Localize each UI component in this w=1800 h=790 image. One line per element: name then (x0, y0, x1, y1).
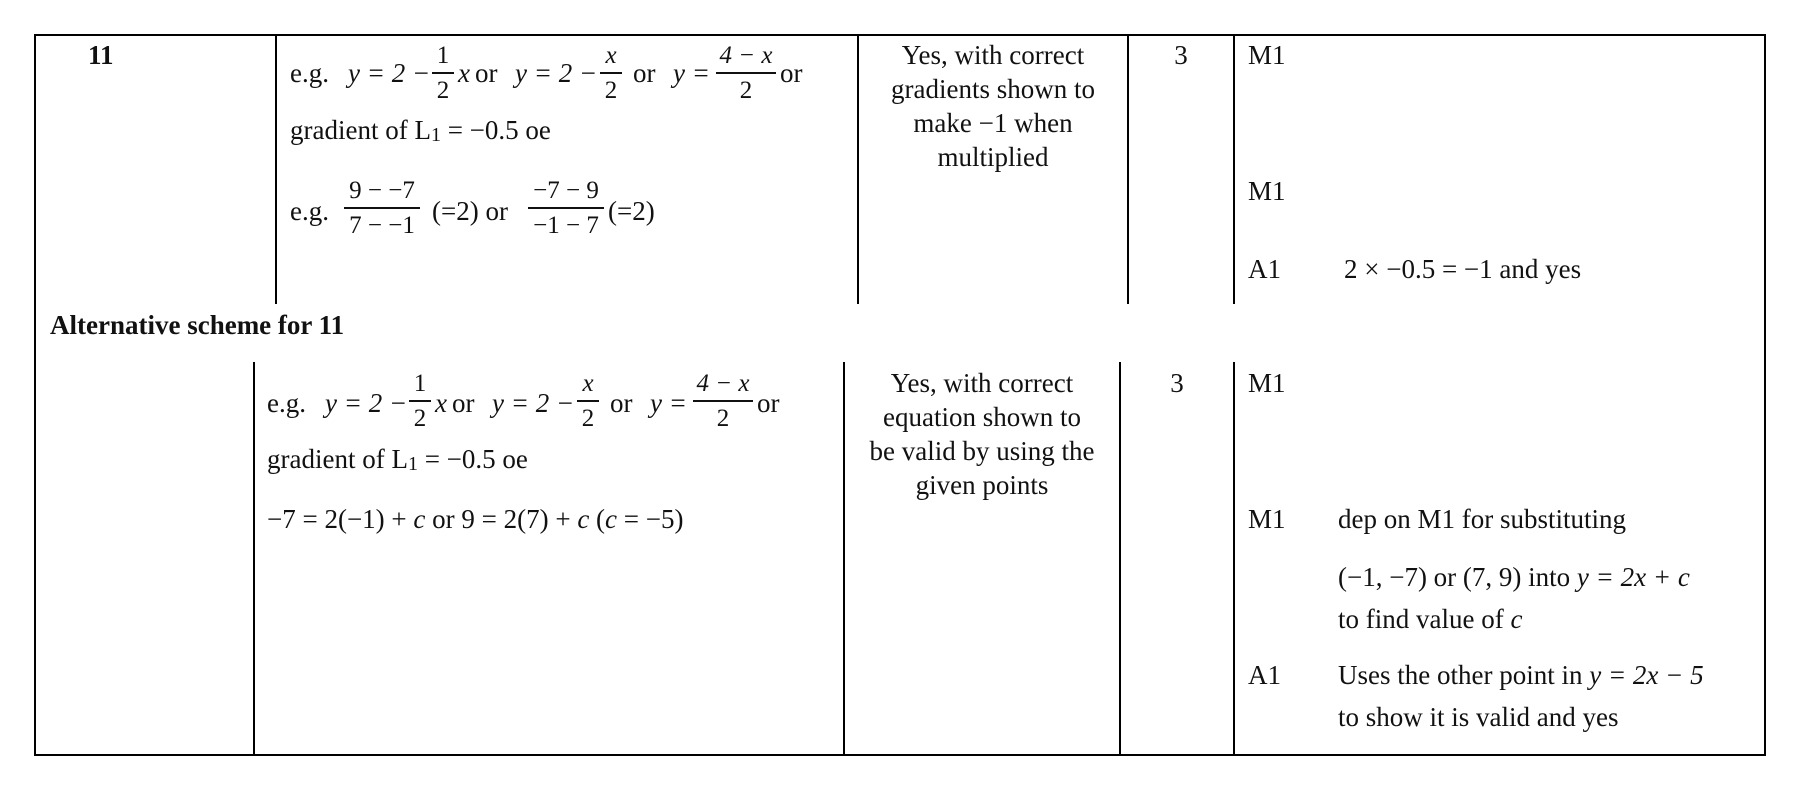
bottom-divider-3 (1119, 362, 1121, 754)
top-eg-label-2: e.g. (290, 196, 329, 226)
top-eq1-den: 2 (436, 76, 450, 104)
top-eq2-fraction (600, 43, 622, 103)
sub-c-2: c (577, 504, 590, 534)
bottom-eq2-num: x (582, 370, 594, 397)
top-code-a1: A1 (1248, 254, 1281, 284)
top-eq1-prefix: y = 2 − (348, 58, 431, 88)
sub-part-2: or 9 = 2(7) + (425, 504, 578, 534)
bottom-code-m1-2: M1 (1248, 504, 1286, 534)
bottom-answer-line-2: equation shown to (883, 402, 1081, 432)
bottom-code-m1: M1 (1248, 368, 1286, 398)
bottom-answer-line-1: Yes, with correct (890, 368, 1074, 398)
bottom-note-m1-line-3 (1338, 606, 1522, 633)
bottom-eq2-den: 2 (581, 404, 595, 432)
top-gradient-sub: 1 (430, 124, 441, 146)
top-line3-num-1: 9 − −7 (349, 177, 415, 204)
bottom-eq3-fraction (693, 371, 753, 431)
top-or-3: or (780, 58, 803, 88)
bottom-note-m1-line-2 (1338, 564, 1690, 591)
top-line3-after-1: (=2) or (432, 196, 508, 226)
fraction-bar (600, 72, 622, 74)
sub-part-1: −7 = 2(−1) + (267, 504, 414, 534)
top-or-1: or (475, 58, 498, 88)
top-line3-after-2: (=2) (608, 196, 655, 226)
top-gradient-line (290, 117, 551, 145)
top-answer-line-4: multiplied (937, 142, 1049, 172)
bottom-answer-line-3: be valid by using the (869, 436, 1095, 466)
table-left-border (34, 34, 36, 756)
bottom-eq3-den: 2 (716, 404, 730, 432)
bottom-divider-2 (843, 362, 845, 754)
table-right-border (1764, 34, 1766, 756)
top-divider-4 (1233, 34, 1235, 304)
bottom-gradient-line (267, 446, 528, 474)
bottom-or-3: or (757, 388, 780, 418)
bottom-eq1-den: 2 (413, 404, 427, 432)
top-line3-den-1: 7 − −1 (349, 211, 415, 239)
sub-c-3: c (605, 504, 618, 534)
bottom-substitution-line (267, 506, 683, 533)
bottom-gradient-sub: 1 (407, 453, 418, 475)
table-top-border (34, 34, 1766, 36)
bottom-eg-label: e.g. (267, 388, 306, 418)
bottom-eq1-num: 1 (413, 370, 427, 397)
top-code-m1: M1 (1248, 40, 1286, 70)
top-code-m1-2: M1 (1248, 176, 1286, 206)
top-eq3-fraction (716, 43, 776, 103)
bottom-note-m1-line-1: dep on M1 for substituting (1338, 504, 1626, 534)
fraction-bar (577, 400, 599, 402)
bottom-eq3-num: 4 − x (696, 370, 750, 397)
top-eq3-prefix: y = (673, 58, 710, 88)
top-line3-fraction-2 (528, 178, 604, 238)
top-line3-fraction-1 (344, 178, 420, 238)
top-eq1-var: x (458, 58, 470, 88)
note-m1-equation: y = 2x + c (1576, 562, 1690, 592)
top-eq3-den: 2 (739, 76, 753, 104)
note-m1-find: to find value of (1338, 604, 1511, 634)
top-divider-2 (857, 34, 859, 304)
bottom-gradient-text: gradient of L (267, 444, 408, 474)
note-m1-var: c (1510, 604, 1523, 634)
fraction-bar (432, 72, 454, 74)
top-note-a1: 2 × −0.5 = −1 and yes (1344, 254, 1582, 284)
top-marks: 3 (1174, 40, 1188, 70)
top-answer-line-3: make −1 when (913, 108, 1073, 138)
bottom-eq2-prefix: y = 2 − (492, 388, 575, 418)
sub-c-1: c (413, 504, 426, 534)
fraction-bar (716, 72, 776, 74)
bottom-eq2-fraction (577, 371, 599, 431)
top-or-2: or (633, 58, 656, 88)
top-eq2-prefix: y = 2 − (515, 58, 598, 88)
note-m1-points: (−1, −7) or (7, 9) into (1338, 562, 1577, 592)
note-a1-uses: Uses the other point in (1338, 660, 1590, 690)
note-a1-equation: y = 2x − 5 (1589, 660, 1704, 690)
bottom-eq1-prefix: y = 2 − (325, 388, 408, 418)
top-gradient-text: gradient of L (290, 115, 431, 145)
bottom-or-2: or (610, 388, 633, 418)
bottom-code-a1: A1 (1248, 660, 1281, 690)
top-eq2-num: x (605, 42, 617, 69)
top-eq1-fraction (432, 43, 454, 103)
alt-scheme-heading: Alternative scheme for 11 (50, 310, 345, 340)
top-answer-line-2: gradients shown to (891, 74, 1095, 104)
top-eq3-num: 4 − x (719, 42, 773, 69)
fraction-bar (693, 400, 753, 402)
bottom-marks: 3 (1170, 368, 1184, 398)
fraction-bar (409, 400, 431, 402)
bottom-eq1-fraction (409, 371, 431, 431)
top-eq2-den: 2 (604, 76, 618, 104)
bottom-eq3-prefix: y = (650, 388, 687, 418)
top-line3-num-2: −7 − 9 (533, 177, 599, 204)
question-number: 11 (88, 40, 114, 70)
top-line3-den-2: −1 − 7 (533, 211, 599, 239)
top-gradient-rest: = −0.5 oe (440, 115, 551, 145)
bottom-note-a1-line-2: to show it is valid and yes (1338, 702, 1619, 732)
top-eq1-num: 1 (436, 42, 450, 69)
top-divider-3 (1127, 34, 1129, 304)
table-bottom-border (34, 754, 1766, 756)
bottom-or-1: or (452, 388, 475, 418)
sub-part-3: ( (589, 504, 606, 534)
top-answer-line-1: Yes, with correct (901, 40, 1085, 70)
bottom-eq1-var: x (435, 388, 447, 418)
bottom-note-a1-line-1 (1338, 662, 1704, 689)
bottom-gradient-rest: = −0.5 oe (417, 444, 528, 474)
fraction-bar (344, 207, 420, 209)
fraction-bar (528, 207, 604, 209)
top-divider-1 (275, 34, 277, 304)
bottom-answer-line-4: given points (915, 470, 1049, 500)
sub-part-4: = −5) (617, 504, 684, 534)
top-eg-label: e.g. (290, 58, 329, 88)
bottom-divider-4 (1233, 362, 1235, 754)
bottom-divider-1 (253, 362, 255, 754)
